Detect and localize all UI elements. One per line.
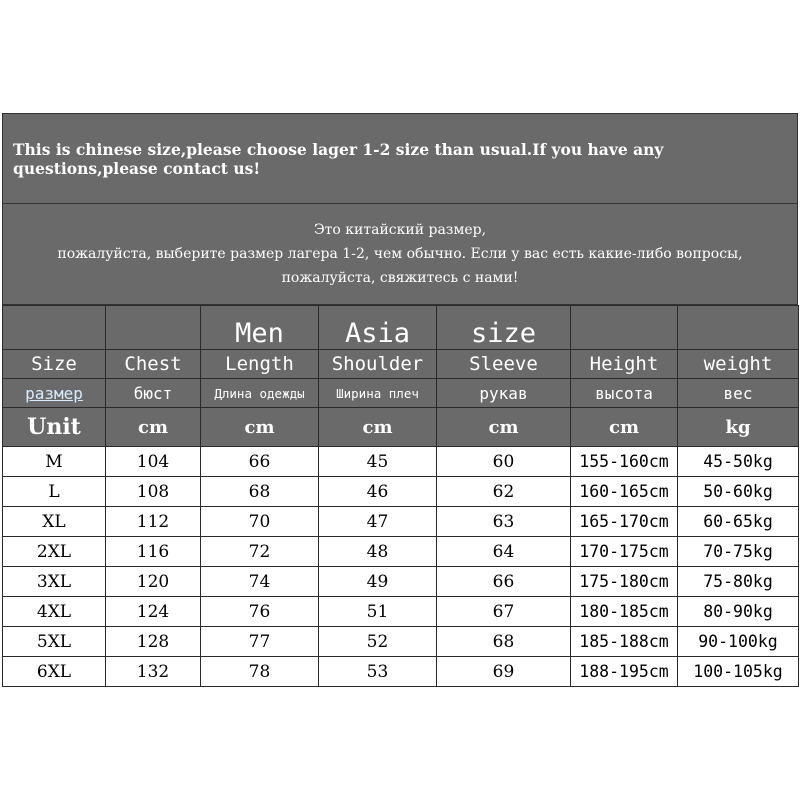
table-row [3, 597, 799, 627]
header-weight: weight [678, 350, 799, 379]
chest-cell: 108 [106, 477, 201, 507]
size-cell: 6XL [3, 657, 106, 687]
chest-cell: 112 [106, 507, 201, 537]
weight-cell: 100-105kg [678, 657, 799, 687]
sleeve-cell: 60 [437, 447, 571, 477]
sleeve-cell: 64 [437, 537, 571, 567]
height-cell: 185-188cm [571, 627, 678, 657]
header-ru-sleeve: рукав [437, 379, 571, 408]
sleeve-cell: 63 [437, 507, 571, 537]
title-cell [3, 306, 106, 350]
height-cell: 165-170cm [571, 507, 678, 537]
notice-russian [2, 204, 798, 305]
unit-cell: cm [106, 408, 201, 447]
shoulder-cell: 49 [319, 567, 437, 597]
chest-cell: 104 [106, 447, 201, 477]
unit-cell: cm [319, 408, 437, 447]
size-cell: M [3, 447, 106, 477]
length-cell: 66 [201, 447, 319, 477]
header-length: Length [201, 350, 319, 379]
title-row [3, 306, 799, 350]
weight-cell: 90-100kg [678, 627, 799, 657]
sleeve-cell: 68 [437, 627, 571, 657]
table-row [3, 627, 799, 657]
table-row [3, 477, 799, 507]
unit-row [3, 408, 799, 447]
height-cell: 188-195cm [571, 657, 678, 687]
size-cell: 2XL [3, 537, 106, 567]
chest-cell: 124 [106, 597, 201, 627]
weight-cell: 70-75kg [678, 537, 799, 567]
title-size: size [437, 306, 571, 350]
notice-russian-line: пожалуйста, свяжитесь с нами! [281, 270, 519, 286]
table-row [3, 507, 799, 537]
header-height: Height [571, 350, 678, 379]
weight-cell: 60-65kg [678, 507, 799, 537]
length-cell: 74 [201, 567, 319, 597]
table-row [3, 657, 799, 687]
unit-label: Unit [3, 408, 106, 447]
notice-english [2, 113, 798, 204]
sleeve-cell: 66 [437, 567, 571, 597]
table-row [3, 537, 799, 567]
chest-cell: 128 [106, 627, 201, 657]
sleeve-cell: 62 [437, 477, 571, 507]
table-row [3, 567, 799, 597]
length-cell: 78 [201, 657, 319, 687]
title-cell [571, 306, 678, 350]
sleeve-cell: 67 [437, 597, 571, 627]
chest-cell: 132 [106, 657, 201, 687]
size-cell: 5XL [3, 627, 106, 657]
weight-cell: 80-90kg [678, 597, 799, 627]
length-cell: 68 [201, 477, 319, 507]
shoulder-cell: 48 [319, 537, 437, 567]
unit-cell: cm [437, 408, 571, 447]
header-ru-size: размер [3, 379, 106, 408]
height-cell: 155-160cm [571, 447, 678, 477]
size-table [2, 305, 799, 687]
size-cell: 4XL [3, 597, 106, 627]
shoulder-cell: 47 [319, 507, 437, 537]
header-ru-weight: вес [678, 379, 799, 408]
table-row [3, 447, 799, 477]
length-cell: 72 [201, 537, 319, 567]
weight-cell: 75-80kg [678, 567, 799, 597]
size-cell: 3XL [3, 567, 106, 597]
shoulder-cell: 46 [319, 477, 437, 507]
header-ru-length: Длина одежды [201, 379, 319, 408]
height-cell: 175-180cm [571, 567, 678, 597]
header-ru-chest: бюст [106, 379, 201, 408]
shoulder-cell: 52 [319, 627, 437, 657]
chest-cell: 120 [106, 567, 201, 597]
header-chest: Chest [106, 350, 201, 379]
title-asia: Asia [319, 306, 437, 350]
header-sleeve: Sleeve [437, 350, 571, 379]
height-cell: 180-185cm [571, 597, 678, 627]
header-size: Size [3, 350, 106, 379]
title-men: Men [201, 306, 319, 350]
height-cell: 160-165cm [571, 477, 678, 507]
notice-russian-line: Это китайский размер, [313, 222, 487, 238]
length-cell: 76 [201, 597, 319, 627]
notice-russian-line: пожалуйста, выберите размер лагера 1-2, чем обычно. Если у вас есть какие-либо вопросы, [57, 246, 743, 262]
size-chart [2, 113, 798, 687]
title-cell [106, 306, 201, 350]
height-cell: 170-175cm [571, 537, 678, 567]
weight-cell: 50-60kg [678, 477, 799, 507]
chest-cell: 116 [106, 537, 201, 567]
header-shoulder: Shoulder [319, 350, 437, 379]
unit-cell: cm [571, 408, 678, 447]
weight-cell: 45-50kg [678, 447, 799, 477]
length-cell: 70 [201, 507, 319, 537]
unit-cell: cm [201, 408, 319, 447]
shoulder-cell: 53 [319, 657, 437, 687]
header-ru-shoulder: Ширина плеч [319, 379, 437, 408]
header-row [3, 350, 799, 379]
header-row-russian [3, 379, 799, 408]
shoulder-cell: 51 [319, 597, 437, 627]
size-cell: XL [3, 507, 106, 537]
notice-english-text: This is chinese size,please choose lager 1-2 size than usual.If you have any questions,please contact us! [13, 139, 664, 178]
length-cell: 77 [201, 627, 319, 657]
unit-cell: kg [678, 408, 799, 447]
header-ru-height: высота [571, 379, 678, 408]
title-cell [678, 306, 799, 350]
shoulder-cell: 45 [319, 447, 437, 477]
sleeve-cell: 69 [437, 657, 571, 687]
size-cell: L [3, 477, 106, 507]
